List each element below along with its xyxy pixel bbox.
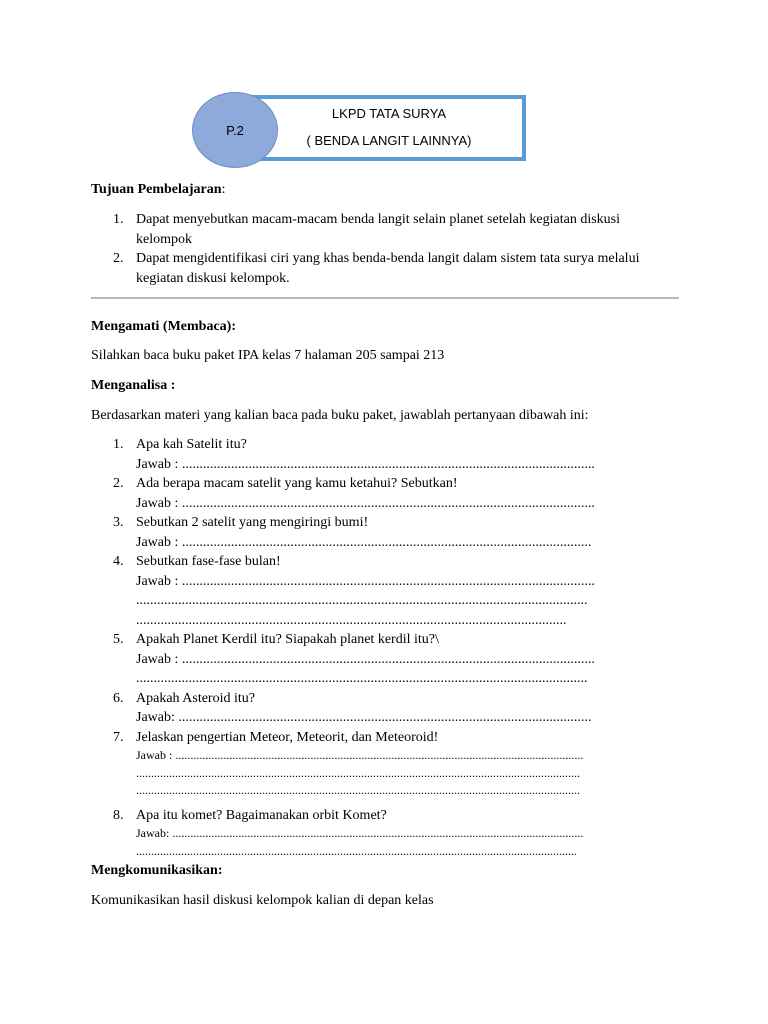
question-number: 8. (113, 807, 124, 823)
tujuan-colon: : (221, 182, 226, 197)
answer-line[interactable]: Jawab : ...................................................................................................................... (136, 456, 595, 472)
answer-line[interactable]: Jawab: ...................................................................................................................... (136, 710, 592, 725)
worksheet-subtitle: ( BENDA LANGIT LAINNYA) (306, 133, 472, 148)
badge-label: P.2 (226, 122, 244, 138)
answer-line[interactable]: .................................................................................................................................................... (136, 765, 580, 780)
mengkomunikasikan-text: Komunikasikan hasil diskusi kelompok kalian di depan kelas (91, 893, 434, 908)
tujuan-heading: Tujuan Pembelajaran (91, 182, 222, 197)
question-item (91, 689, 681, 728)
question-item (91, 552, 681, 630)
answer-line[interactable]: ................................................................................................................................................... (136, 843, 577, 858)
objective-text-line1: Dapat menyebutkan macam-macam benda langit selain planet setelah kegiatan diskusi (136, 212, 620, 227)
answer-line[interactable]: Jawab: ......................................................................................................................................... (136, 826, 584, 840)
objective-text-line2: kegiatan diskusi kelompok. (136, 270, 290, 286)
answer-line[interactable]: Jawab : ..................................................................................................................... (136, 534, 592, 550)
answer-line[interactable]: Jawab : ........................................................................................................................................ (136, 748, 584, 762)
menganalisa-heading: Menganalisa : (91, 378, 176, 393)
tujuan-heading-line (91, 180, 225, 199)
answer-line[interactable]: ................................................................................................................................. (136, 671, 588, 686)
objective-item (91, 210, 681, 249)
answer-line[interactable]: Jawab : ...................................................................................................................... (136, 573, 595, 589)
objective-text-line2: kelompok (136, 231, 192, 247)
mengkomunikasikan-heading: Mengkomunikasikan: (91, 863, 223, 878)
question-item (91, 513, 681, 552)
objective-number: 2. (113, 251, 124, 266)
objectives-list (91, 210, 681, 288)
title-box (240, 95, 526, 161)
objective-number: 1. (113, 212, 124, 227)
question-text: Apa kah Satelit itu? (136, 437, 247, 452)
question-text: Ada berapa macam satelit yang kamu ketahui? Sebutkan! (136, 476, 458, 491)
question-text: Jelaskan pengertian Meteor, Meteorit, dan Meteoroid! (136, 729, 439, 745)
worksheet-title: LKPD TATA SURYA (331, 106, 447, 121)
question-text: Apakah Planet Kerdil itu? Siapakah planet kerdil itu?\ (136, 632, 439, 647)
answer-line[interactable]: Jawab : ...................................................................................................................... (136, 495, 595, 511)
question-number: 3. (113, 515, 124, 530)
answer-line[interactable]: ........................................................................................................................... (136, 612, 567, 628)
menganalisa-intro: Berdasarkan materi yang kalian baca pada buku paket, jawablah pertanyaan dibawah ini: (91, 408, 589, 423)
question-item (91, 806, 681, 861)
question-list (91, 435, 681, 860)
question-item (91, 728, 681, 800)
page-badge (192, 92, 278, 168)
mengamati-heading: Mengamati (Membaca): (91, 319, 237, 334)
objective-text-line1: Dapat mengidentifikasi ciri yang khas benda-benda langit dalam sistem tata surya melalui (136, 251, 640, 266)
question-text: Sebutkan 2 satelit yang mengiringi bumi! (136, 515, 369, 530)
mengamati-text: Silahkan baca buku paket IPA kelas 7 halaman 205 sampai 213 (91, 348, 445, 363)
question-text: Apakah Asteroid itu? (136, 690, 255, 706)
question-number: 2. (113, 476, 124, 491)
answer-line[interactable]: .................................................................................................................................................... (136, 783, 580, 797)
question-text: Sebutkan fase-fase bulan! (136, 554, 281, 569)
question-number: 4. (113, 554, 124, 569)
question-item (91, 474, 681, 513)
question-number: 6. (113, 690, 124, 706)
objective-item (91, 249, 681, 288)
question-number: 5. (113, 632, 124, 647)
question-number: 1. (113, 437, 124, 452)
section-divider (91, 297, 679, 299)
answer-line[interactable]: ................................................................................................................................. (136, 593, 588, 608)
question-text: Apa itu komet? Bagaimanakan orbit Komet? (136, 807, 387, 823)
answer-line[interactable]: Jawab : ...................................................................................................................... (136, 651, 595, 667)
question-item (91, 435, 681, 474)
question-item (91, 630, 681, 689)
question-number: 7. (113, 729, 124, 745)
